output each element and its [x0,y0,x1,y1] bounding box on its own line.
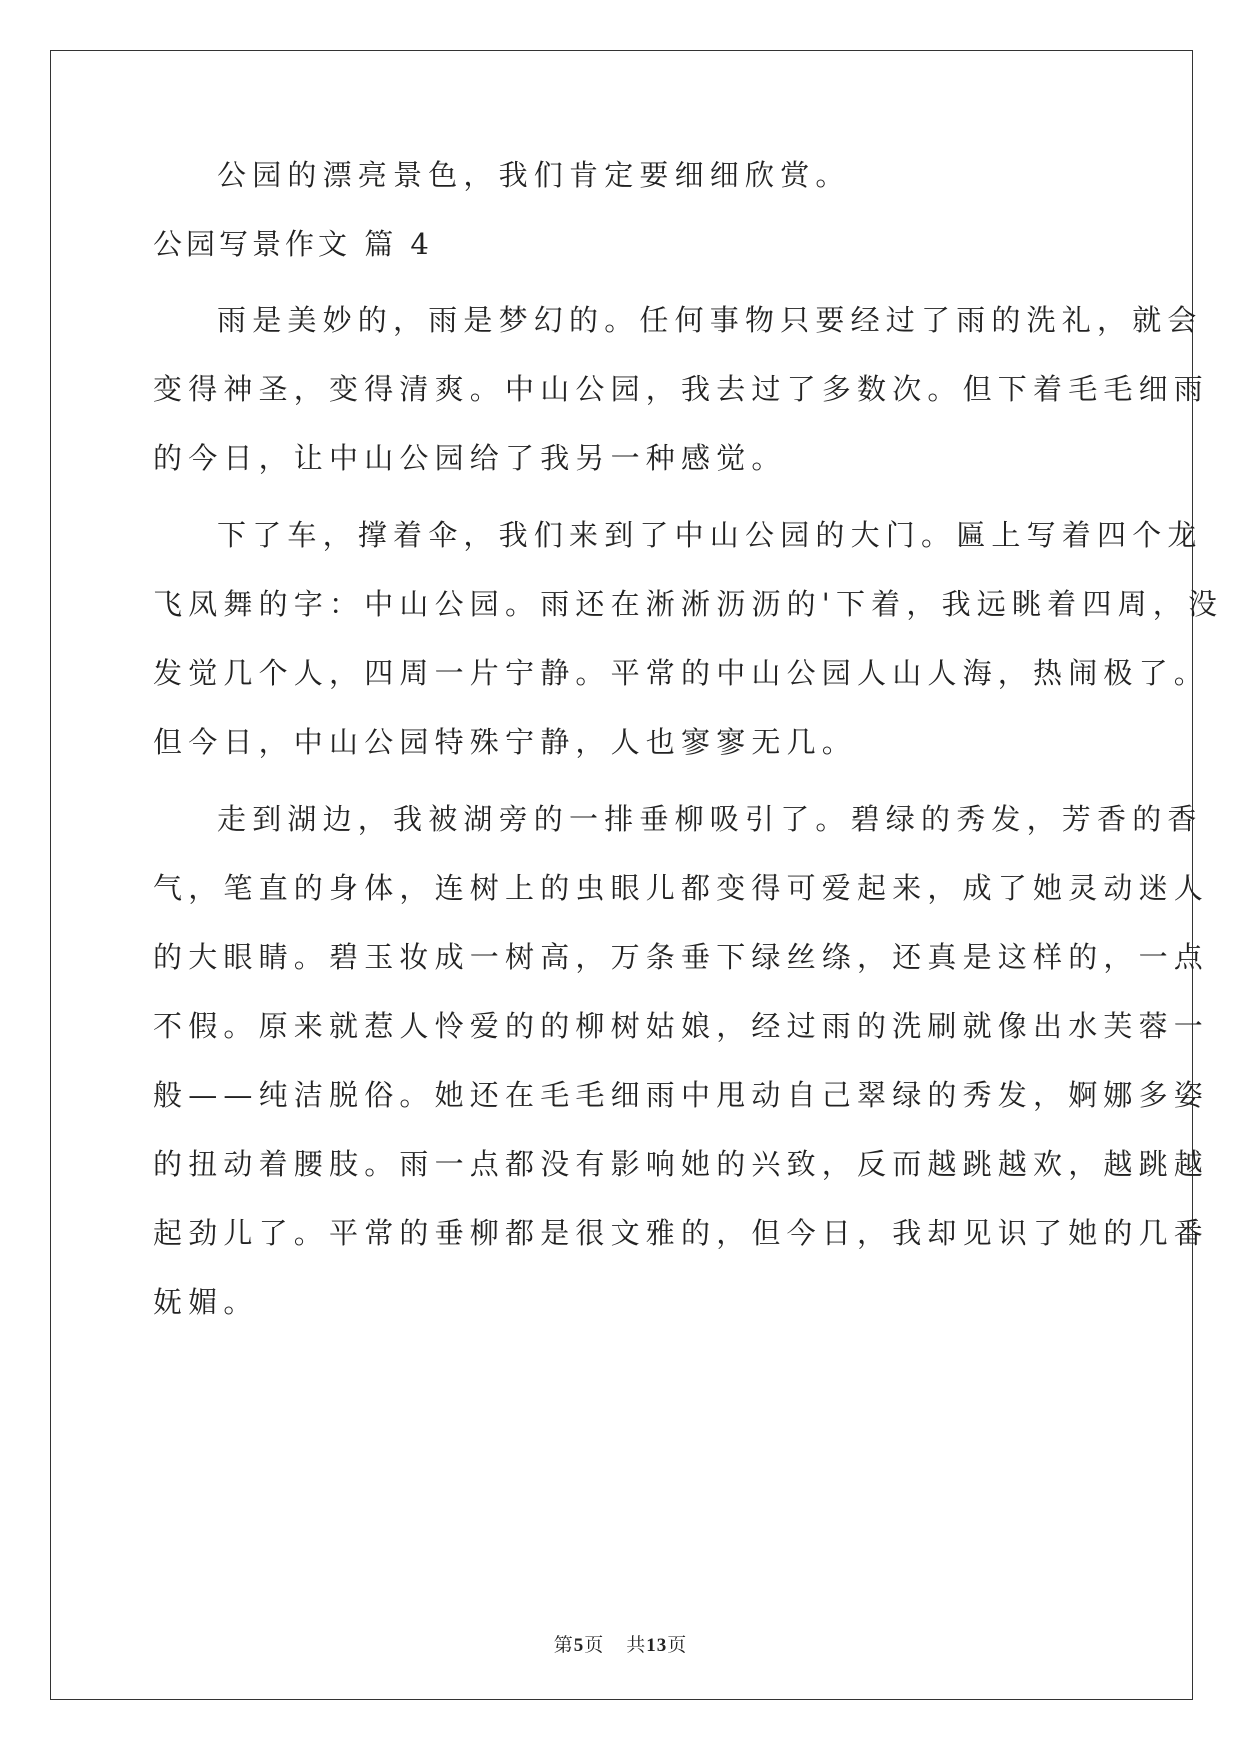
paragraph-line: 的大眼睛。碧玉妆成一树高，万条垂下绿丝绦，还真是这样的，一点 [153,940,1210,974]
paragraph-line: 不假。原来就惹人怜爱的的柳树姑娘，经过雨的洗刷就像出水芙蓉一 [153,1009,1210,1043]
paragraph-line: 妩媚。 [153,1285,259,1319]
paragraph-line: 的今日，让中山公园给了我另一种感觉。 [153,441,787,475]
paragraph-line: 起劲儿了。平常的垂柳都是很文雅的，但今日，我却见识了她的几番 [153,1216,1210,1250]
paragraph-line: 飞凤舞的字：中山公园。雨还在淅淅沥沥的'下着，我远眺着四周，没 [153,587,1224,621]
paragraph-line: 发觉几个人，四周一片宁静。平常的中山公园人山人海，热闹极了。 [153,656,1210,690]
paragraph-line: 但今日，中山公园特殊宁静，人也寥寥无几。 [153,725,858,759]
paragraph-line: 般——纯洁脱俗。她还在毛毛细雨中甩动自己翠绿的秀发，婀娜多姿 [153,1078,1210,1112]
total-suffix: 页 [667,1634,688,1656]
section-heading: 公园写景作文 篇 4 [153,227,433,261]
paragraph-line: 的扭动着腰肢。雨一点都没有影响她的兴致，反而越跳越欢，越跳越 [153,1147,1210,1181]
paragraph-line: 公园的漂亮景色，我们肯定要细细欣赏。 [217,158,851,192]
page-number: 5 [573,1635,585,1656]
page-footer [0,1630,1241,1657]
paragraph-line: 雨是美妙的，雨是梦幻的。任何事物只要经过了雨的洗礼，就会 [217,303,1203,337]
page-suffix: 页 [584,1634,605,1656]
total-pages: 13 [646,1635,668,1656]
paragraph-line: 下了车，撑着伞，我们来到了中山公园的大门。匾上写着四个龙 [217,518,1203,552]
page-prefix: 第 [553,1634,574,1656]
total-prefix: 共 [626,1634,647,1656]
paragraph-line: 变得神圣，变得清爽。中山公园，我去过了多数次。但下着毛毛细雨 [153,372,1210,406]
paragraph-line: 气，笔直的身体，连树上的虫眼儿都变得可爱起来，成了她灵动迷人 [153,871,1210,905]
paragraph-line: 走到湖边，我被湖旁的一排垂柳吸引了。碧绿的秀发，芳香的香 [217,802,1203,836]
